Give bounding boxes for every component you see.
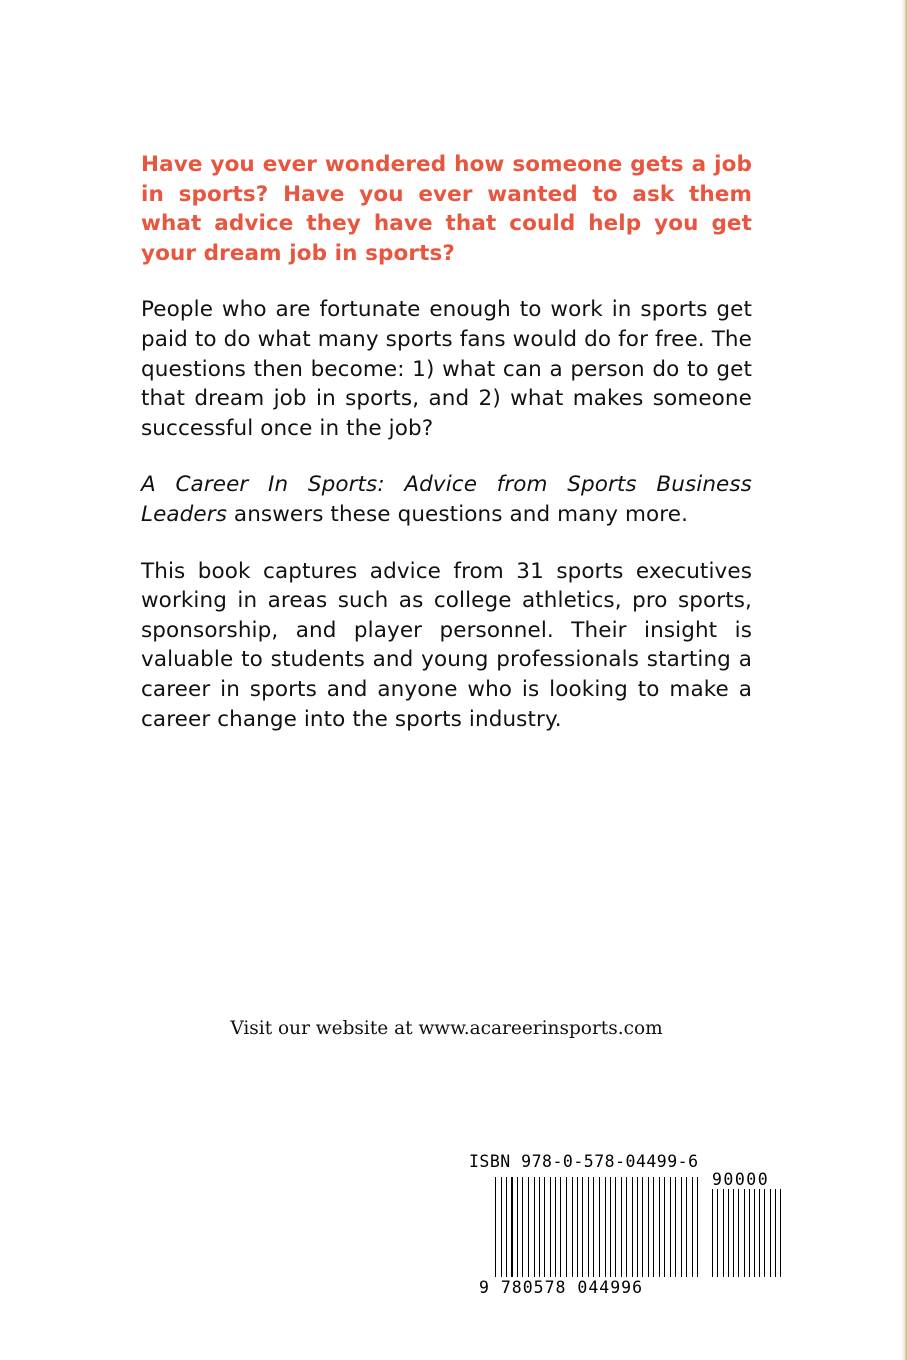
paragraph-2: People who are fortunate enough to work in sports get paid to do what many sports fans would do for free. The questions then become: 1) what can a person do to get that dream job in sports, and 2) what makes someone successful once in the job? [141, 297, 752, 441]
barcode-bar [759, 1189, 760, 1277]
back-cover-text-block [141, 150, 752, 761]
barcode-bar [610, 1177, 611, 1277]
barcode-bar [725, 1189, 726, 1277]
barcode-bar [509, 1177, 510, 1277]
barcode-bar [673, 1177, 674, 1277]
ean13-bars [495, 1177, 703, 1277]
barcode-bar [544, 1177, 545, 1277]
barcode-bar [777, 1189, 778, 1277]
barcode-bar [749, 1189, 750, 1277]
barcode-bar [515, 1177, 516, 1277]
barcode-bar [613, 1177, 614, 1277]
barcode-bar [623, 1177, 624, 1277]
barcode-bar [754, 1189, 755, 1277]
isbn-label: ISBN 978-0-578-04499-6 [469, 1152, 699, 1171]
barcode-bar [605, 1177, 606, 1277]
barcode-bar [547, 1177, 548, 1277]
barcode-bar [738, 1189, 739, 1277]
barcode-bar [728, 1189, 729, 1277]
barcode-bar [572, 1177, 573, 1277]
barcode-bar [733, 1189, 734, 1277]
ean5-addon-bars [712, 1189, 785, 1277]
barcode-bars [465, 1170, 785, 1297]
barcode-bar [596, 1177, 597, 1277]
barcode-bar [772, 1189, 773, 1277]
barcode-bar [780, 1189, 781, 1277]
page-edge-shading [901, 0, 907, 1360]
barcode-bar [536, 1177, 537, 1277]
barcode-bar [588, 1177, 589, 1277]
barcode-bar [675, 1177, 676, 1277]
book-title-paragraph [141, 470, 752, 529]
barcode-bar [775, 1189, 776, 1277]
barcode-bar [517, 1177, 518, 1277]
barcode-bar [585, 1177, 586, 1277]
barcode-bar [694, 1177, 695, 1277]
barcode-bar [640, 1177, 641, 1277]
barcode-bar [736, 1189, 737, 1277]
barcode-bar [599, 1177, 600, 1277]
barcode-bar [697, 1177, 698, 1277]
barcode-bar [566, 1177, 567, 1277]
barcode-bar [752, 1189, 753, 1277]
barcode-bar [495, 1177, 496, 1277]
barcode-bar [503, 1177, 504, 1277]
barcode-bar [632, 1177, 633, 1277]
barcode-bar [626, 1177, 627, 1277]
barcode-bar [602, 1177, 603, 1277]
barcode-bar [563, 1177, 564, 1277]
barcode-bar [767, 1189, 768, 1277]
barcode-bar [667, 1177, 668, 1277]
barcode-bar [661, 1177, 662, 1277]
barcode-bar [689, 1177, 690, 1277]
barcode-addon-label: 90000 [712, 1170, 770, 1189]
barcode-bar [659, 1177, 660, 1277]
barcode-bar [525, 1177, 526, 1277]
barcode-bar [591, 1177, 592, 1277]
book-title-sentence-rest: answers these questions and many more. [227, 501, 689, 527]
barcode-block [465, 1152, 785, 1297]
barcode-bar [712, 1189, 713, 1277]
barcode-bar [531, 1177, 532, 1277]
barcode-bar [550, 1177, 551, 1277]
barcode-bar [720, 1189, 721, 1277]
barcode-bar [511, 1177, 512, 1277]
barcode-bar [741, 1189, 742, 1277]
barcode-bar [628, 1177, 629, 1277]
barcode-bar [681, 1177, 682, 1277]
paragraph-4: This book captures advice from 31 sports executives working in areas such as college athletics, pro sports, sponsorship, and player personnel. Their insight is valuable to students and young professionals starting a career in sports and anyone who is looking to make a career change into the sports industry. [141, 558, 752, 732]
barcode-bar [653, 1177, 654, 1277]
barcode-bar [501, 1177, 502, 1277]
website-line: Visit our website at www.acareerinsports.com [230, 1018, 663, 1039]
barcode-bar [650, 1177, 651, 1277]
barcode-bar [522, 1177, 523, 1277]
barcode-bar [723, 1189, 724, 1277]
barcode-bar [656, 1177, 657, 1277]
barcode-bar [539, 1177, 540, 1277]
barcode-bar [637, 1177, 638, 1277]
barcode-bar [762, 1189, 763, 1277]
barcode-bar [746, 1189, 747, 1277]
barcode-bar [615, 1177, 616, 1277]
barcode-bar [558, 1177, 559, 1277]
barcode-bar [764, 1189, 765, 1277]
intro-paragraph: Have you ever wondered how someone gets a job in sports? Have you ever wanted to ask them what advice they have that could help you get your dream job in sports? [141, 152, 752, 266]
barcode-bar [574, 1177, 575, 1277]
barcode-bar [715, 1189, 716, 1277]
barcode-bar [699, 1177, 700, 1277]
book-title: A Career In Sports: Advice from Sports Business Leaders [141, 472, 752, 527]
barcode-bar [645, 1177, 646, 1277]
barcode-bar [498, 1177, 499, 1277]
barcode-bar [683, 1177, 684, 1277]
barcode-bar [577, 1177, 578, 1277]
ean13-digits: 9 780578 044996 [479, 1278, 644, 1297]
barcode-bar [642, 1177, 643, 1277]
barcode-bar [552, 1177, 553, 1277]
barcode-bar [618, 1177, 619, 1277]
barcode-bar [528, 1177, 529, 1277]
barcode-bar [582, 1177, 583, 1277]
barcode-bar [670, 1177, 671, 1277]
barcode-bar [560, 1177, 561, 1277]
barcode-bar [686, 1177, 687, 1277]
